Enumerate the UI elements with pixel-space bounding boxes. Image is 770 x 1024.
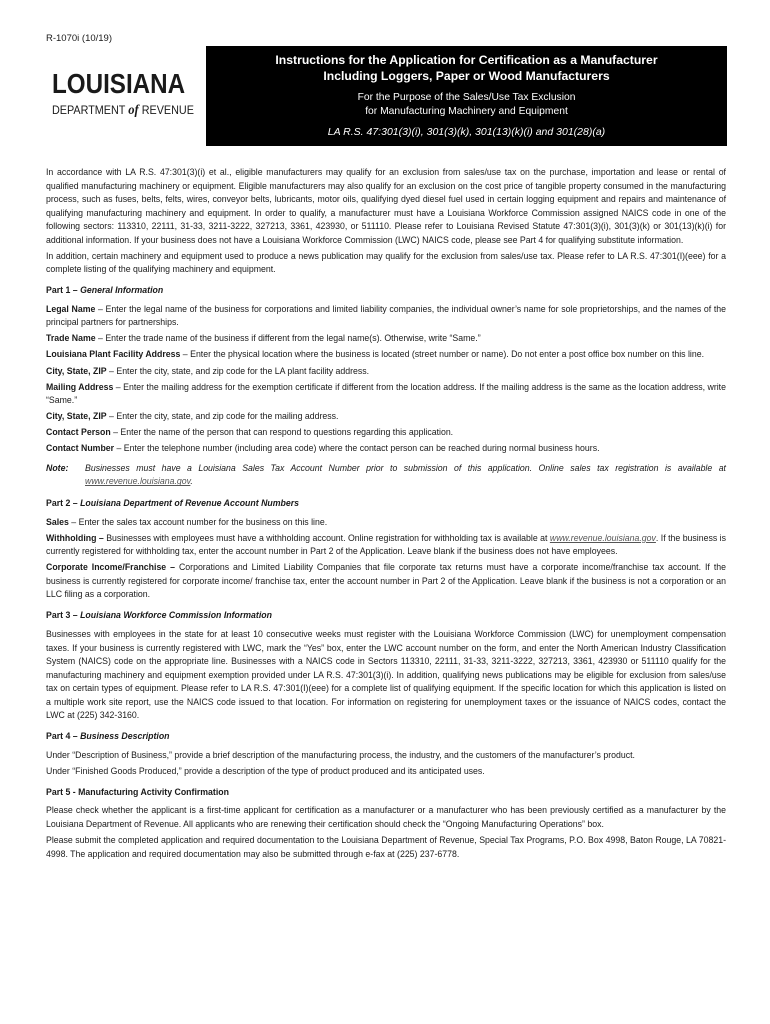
logo-department-line: DEPARTMENT of REVENUE [52,103,194,118]
withholding-instruction: Withholding – Businesses with employees must have a withholding account. Online registration for withholding tax is available at www.revenue.louisiana.gov. If the business is currently registered for withholding tax, enter the account number in Part 2 of the Application. Leave blank if the business does not have employees. [46,532,726,557]
form-number: R-1070i (10/19) [46,33,113,44]
logo-wordmark: LOUISIANA [52,68,186,99]
withholding-registration-link[interactable]: www.revenue.louisiana.gov [549,532,656,543]
part4-heading: Part 4 – Business Description [46,731,170,741]
sales-account-instruction: Sales – Enter the sales tax account number for the business on this line. [46,516,328,527]
trade-name-instruction: Trade Name – Enter the trade name of the business if different from the legal name(s). Otherwise, write “Same.” [46,333,481,344]
finished-goods-instruction: Under “Finished Goods Produced,” provide a description of the type of product produced and its anticipated uses. [46,765,485,776]
document-title: Instructions for the Application for Certification as a Manufacturer Including Loggers, Paper or Wood Manufacturers [275,53,658,83]
document-subtitle: For the Purpose of the Sales/Use Tax Exclusion for Manufacturing Machinery and Equipment [357,92,576,117]
mailing-city-state-zip-instruction: City, State, ZIP – Enter the city, state, and zip code for the mailing address. [46,411,339,422]
contact-number-instruction: Contact Number – Enter the telephone number (including area code) where the contact person can be reached during normal business hours. [46,443,600,454]
lwc-instruction: Businesses with employees in the state for at least 10 consecutive weeks must register with the Louisiana Workforce Commission (LWC) for unemployment compensation taxes. If your business is currently registered with LWC, mark the “Yes” box, enter the LWC account number on the form, and enter the North American Industry Classification System (NAICS) code on the appropriate line. Businesses with a NAICS code in Sectors 113310, 22111, 31-33, 3211-3222, 327213, 3361, 423930 or 511110 qualify for the manufacturing machinery and equipment exemption provided under LA R.S. 47:301(3)(i). In addition, qualifying news publications may be eligible for exclusion from sales/use tax on certain types of equipment. Please refer to LA R.S. 47:301(I)(eee) for a complete list of qualifying equipment. If the specific location for which this application is listed on a multiple work site report, use the NAICS code issued to that location. For information on registering for unemployment taxes or the issuance of NAICS codes, contact the LWC at (225) 342-3160. [46,629,726,720]
sales-tax-note [46,462,726,489]
title-banner [206,46,727,146]
instructions-body [46,166,726,864]
contact-person-instruction: Contact Person – Enter the name of the person that can respond to questions regarding this application. [46,427,454,438]
plant-city-state-zip-instruction: City, State, ZIP – Enter the city, state, and zip code for the LA plant facility address. [46,365,370,376]
louisiana-revenue-logo [52,70,198,119]
note-text: Businesses must have a Louisiana Sales Tax Account Number prior to submission of this application. Online sales tax registration is available at www.revenue.louisiana.gov. [85,462,726,487]
intro-paragraph-1: In accordance with LA R.S. 47:301(3)(i) et al., eligible manufacturers may qualify for an exclusion from sales/use tax on the purchase, importation and lease or rental of qualified manufacturing machinery or equipment. Eligible manufacturers may also qualify for an exclusion on the cost price of tangible property consumed in the manufacturing process, such as fuses, belts, felts, wires, conveyor belts, lubricants, motor oils, qualifying dyed diesel fuel used in certain logging equipment and repairs and maintenance of qualifying manufacturing machinery and equipment. In order to qualify, a manufacturer must have a Louisiana Workforce Commission assigned NAICS code in one of the following sectors: 113310, 22111, 31-33, 3211-3222, 327213, 3361, 423930, or 511110. Please refer to Louisiana Revised Statute 47:301(3)(i), 301(3)(k) or 301(13)(k)(i) for additional information. If your business does not have a Louisiana Workforce Commission (LWC) NAICS code, please see Part 4 for qualifying substitute information. [46,167,726,245]
part5-heading: Part 5 - Manufacturing Activity Confirmation [46,786,229,797]
corporate-income-instruction: Corporate Income/Franchise – Corporations and Limited Liability Companies that file corporate tax returns must have a corporate income/franchise tax account. If the business is currently registered for corporate income/ franchise tax, enter the account number in Part 2 of the Application. Leave blank if the business is not a corporation or an LLC filing as a corporation. [46,562,726,600]
part1-heading: Part 1 – General Information [46,285,164,296]
part2-heading: Part 2 – Louisiana Department of Revenue Account Numbers [46,497,300,508]
plant-address-instruction: Louisiana Plant Facility Address – Enter the physical location where the business is located (street number or name). Do not enter a post office box number on this line. [46,349,705,360]
legal-name-instruction: Legal Name – Enter the legal name of the business for corporations and limited liability companies, the individual owner’s name for sole proprietorships, and the names of the principal partners for partnerships. [46,303,726,328]
mailing-address-instruction: Mailing Address – Enter the mailing address for the exemption certificate if different from the location address. If the mailing address is the same as the location address, write “Same.” [46,381,726,406]
statute-reference: LA R.S. 47:301(3)(i), 301(3)(k), 301(13)(k)(i) and 301(28)(a) [327,126,606,138]
note-label: Note: [46,462,69,473]
business-description-instruction: Under “Description of Business,” provide a brief description of the manufacturing process, the industry, and the customers of the manufacturer’s product. [46,749,635,760]
part3-heading: Part 3 – Louisiana Workforce Commission Information [46,610,272,621]
submission-instruction: Please submit the completed application and required documentation to the Louisiana Department of Revenue, Special Tax Programs, P.O. Box 4998, Baton Rouge, LA 70821-4998. The application and required documentation may also be submitted through e-fax at (225) 237-6778. [46,835,726,859]
intro-paragraph-2: In addition, certain machinery and equipment used to produce a news publication may qualify for the exclusion from sales/use tax. Please refer to LA R.S. 47:301(I)(eee) for a complete listing of the qualifying machinery and equipment. [46,250,726,275]
revenue-website-link[interactable]: www.revenue.louisiana.gov [85,476,191,487]
manufacturing-activity-instruction: Please check whether the applicant is a first-time applicant for certification as a manufacturer or a manufacturer who has been previously certified as a manufacturer by the Louisiana Department of Revenue. All applicants who are renewing their certification should check the “Ongoing Manufacturing Operations” box. [46,805,726,829]
